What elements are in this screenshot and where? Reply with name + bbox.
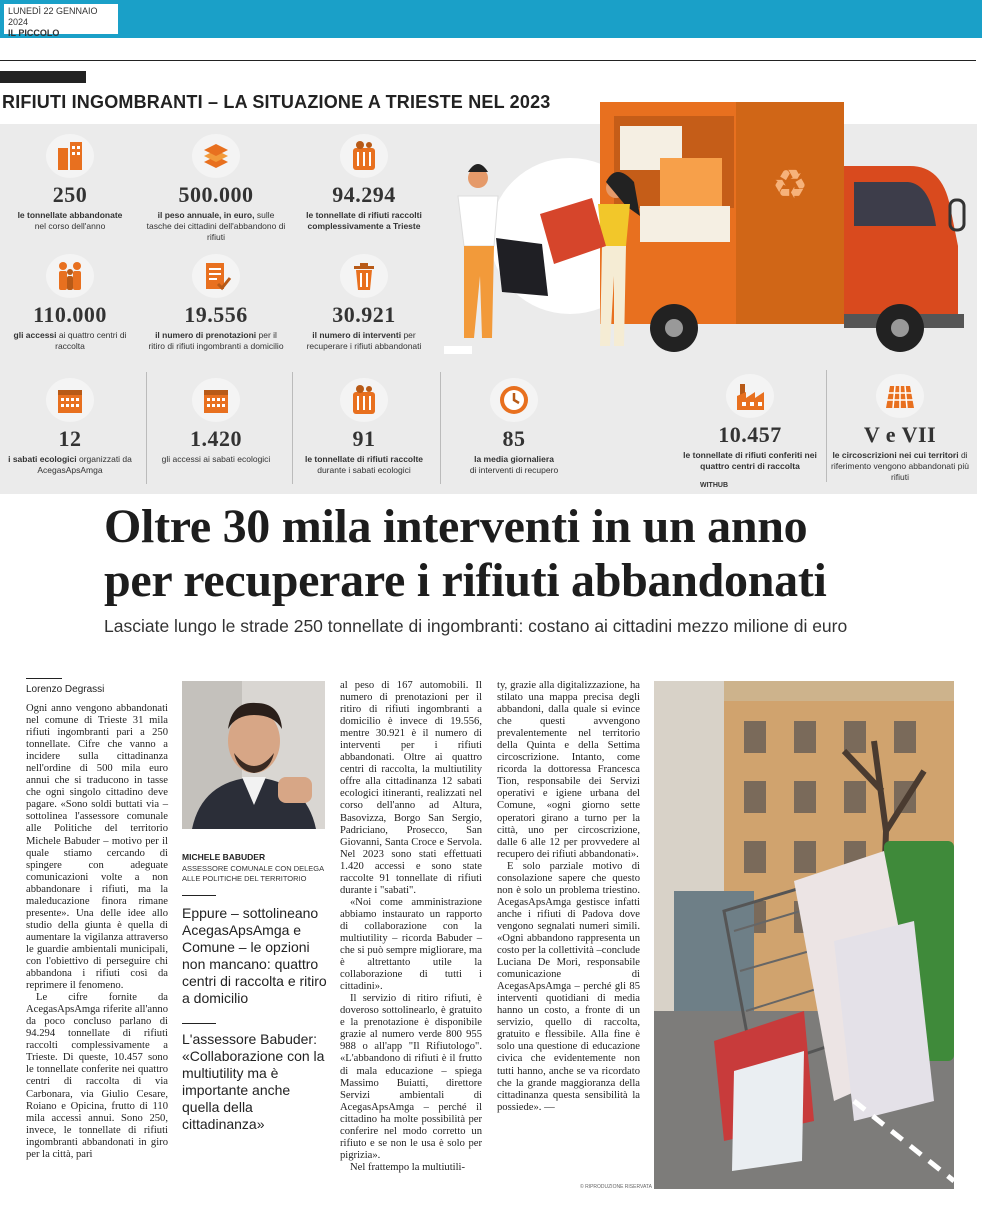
headline-line-2: per recuperare i rifiuti abbandonati: [104, 554, 827, 607]
caption-name: MICHELE BABUDER: [182, 852, 266, 862]
stat-label-bold: le tonnellate di rifiuti raccolte: [304, 454, 424, 464]
waste-bin-icon: [340, 378, 388, 422]
stat-annual-cost: [146, 134, 286, 243]
stat-districts: [830, 374, 970, 483]
pull-quote-1: Eppure – sottolineano AcegasApsAmga e Comune – le opzioni non mancano: quattro centri di raccolta e ritiro a domicilio: [182, 905, 327, 1006]
people-icon: [46, 254, 94, 298]
paragraph: E solo parziale motivo di consolazione sapere che questo non è solo un problema triestino. AcegasApsAmga gestisce infatti anche i rifiuti di Padova dove vengono segnalati numeri simili. «Ogni abbandono rappresenta un costo per la collettività –conclude Luciana De Mori, responsabile comunicazione di AcegasApsAmga – perché gli 85 interventi quotidiani di media hanno un costo, a fronte di un servizio, quello di raccolta, gratuito e flessibile. Alla fine è solo una questione di educazione civica che evidentemente non tutti hanno, anche se va ricordato che la grande maggioranza della cittadinanza questa sensibilità la possiede». —: [497, 860, 640, 1113]
paragraph: Le cifre fornite da AcegasApsAmga riferite all'anno da poco concluso parlano di 94.294 tonnellate di rifiuti raccolti complessivamente a Trieste. Di queste, 10.457 sono le tonnellate conferite nei quattro centri di raccolta di via Carbonara, via Giulio Cesare, Roiano e Opicina, frutto di 110 mila accessi annui. Sono 250, invece, le tonnellate di rifiuti ingombranti abbandonati in giro per la città, pari: [26, 992, 168, 1160]
stat-label: per recuperare i rifiuti abbandonati: [306, 330, 422, 351]
stat-value: V e VII: [863, 422, 937, 447]
money-stack-icon: [192, 134, 240, 178]
caption-description: ASSESSORE COMUNALE CON DELEGA ALLE POLITICHE DEL TERRITORIO: [182, 864, 324, 883]
portrait-photo: [182, 681, 325, 829]
stat-label: ai quattro centri di raccolta: [55, 330, 127, 351]
truck-illustration: [430, 96, 977, 366]
stat-abandoned-tonnes: [0, 134, 140, 232]
top-rule: [0, 60, 976, 61]
headline: [104, 500, 964, 608]
stat-label-bold: le tonnellate di rifiuti raccolti complessivamente a Trieste: [306, 210, 422, 231]
subheadline: Lasciate lungo le strade 250 tonnellate di ingombranti: costano ai cittadini mezzo milione di euro: [104, 616, 848, 636]
stat-value: 500.000: [178, 182, 254, 207]
paper-name: IL PICCOLO: [8, 28, 60, 38]
calendar-icon: [192, 378, 240, 422]
paragraph: «Noi come amministrazione abbiamo instaurato un rapporto di collaborazione con la multiutility – ricorda Babuder – che si può sempre migliorare, ma è altrettanto utile la collaborazione di tutti i cittadini».: [340, 896, 482, 993]
stat-label: per il ritiro di rifiuti ingombranti a domicilio: [148, 330, 284, 351]
article-column-3: [340, 680, 482, 1174]
stat-collection-access: [0, 254, 140, 352]
quote-rule: [182, 1023, 216, 1024]
form-icon: [192, 254, 240, 298]
stat-centers-tonnes: [680, 374, 820, 472]
divider: [826, 370, 827, 482]
photo-credit: © RIPRODUZIONE RISERVATA: [580, 1184, 652, 1190]
waste-bin-icon: [340, 134, 388, 178]
pull-quote-2: L'assessore Babuder: «Collaborazione con la multiutility ma è importante anche quella della cittadinanza»: [182, 1031, 325, 1132]
stat-label-bold: gli accessi: [13, 330, 57, 340]
stat-label: organizzati da AcegasApsAmga: [37, 454, 132, 475]
factory-icon: [726, 374, 774, 418]
stat-label: sulle tasche dei cittadini dell'abbandono di rifiuti: [146, 210, 286, 242]
top-bar: [0, 0, 982, 38]
stat-label-bold: le tonnellate abbandonate: [17, 210, 123, 220]
stat-daily-average: [444, 378, 584, 476]
stat-label-bold: il peso annuale, in euro,: [157, 210, 255, 220]
stat-value: 110.000: [33, 302, 107, 327]
stat-label-bold: la media giornaliera: [474, 454, 554, 464]
author-byline: Lorenzo Degrassi: [26, 684, 105, 695]
stat-label-bold: le tonnellate di rifiuti conferiti nei quattro centri di raccolta: [683, 450, 817, 471]
stat-label: nel corso dell'anno: [34, 221, 106, 231]
stat-value: 85: [502, 426, 526, 451]
stat-label-bold: le circoscrizioni nei cui territori: [832, 450, 959, 460]
stat-value: 19.556: [184, 302, 248, 327]
paragraph: ty, grazie alla digitalizzazione, ha stilato una mappa precisa degli abbandoni, dalla quale si evince che questi avvengono prevalentemente nel territorio della Quinta e della Settima circoscrizione. Intanto, come ricorda la dottoressa Francesca Tion, responsabile dei Servizi operativi e igiene urbana del Comune, «ogni giorno sette operatori girano a turno per la città, uno per circoscrizione, dalle 6 alle 12 per provvedere al recupero dei rifiuti abbandonati».: [497, 680, 640, 860]
map-grid-icon: [876, 374, 924, 418]
trash-can-icon: [340, 254, 388, 298]
calendar-icon: [46, 378, 94, 422]
stat-eco-saturday-access: [146, 378, 286, 465]
byline-rule: [26, 678, 62, 679]
paragraph: Nel frattempo la multiutili-: [350, 1161, 466, 1173]
infographic-title: RIFIUTI INGOMBRANTI – LA SITUAZIONE A TRIESTE NEL 2023: [2, 92, 551, 112]
stat-bookings: [146, 254, 286, 352]
divider: [440, 372, 441, 484]
stat-label: gli accessi ai sabati ecologici: [161, 454, 271, 464]
section-bar: [0, 71, 86, 83]
divider: [292, 372, 293, 484]
stat-interventions: [294, 254, 434, 352]
article-column-1: [26, 703, 168, 1161]
stat-label: durante i sabati ecologici: [317, 465, 411, 475]
buildings-icon: [46, 134, 94, 178]
paragraph: al peso di 167 automobili. Il numero di prenotazioni per il ritiro di rifiuti ingombranti a domicilio è invece di 19.556, mentre 30.921 è il numero di interventi per i rifiuti abbandonati. Oltre ai quattro centri di raccolta, la multiutility offre alla cittadinanza 12 sabati ecologici itineranti, realizzati nel corso dell'anno ad Altura, Basovizza, Borgo San Sergio, Padriciano, Prosecco, San Giovanni, Santa Croce e Servola. Nel 2023 sono stati effettuati 1.420 accessi e sono state raccolte 91 tonnellate di rifiuti durante i "sabati".: [340, 680, 482, 896]
stat-value: 250: [52, 182, 88, 207]
infographic-credit: WITHUB: [700, 482, 728, 489]
paragraph: Ogni anno vengono abbandonati nel comune di Trieste 31 mila rifiuti ingombranti pari a 250 tonnellate. Cifre che vanno a incidere sulla cittadinanza nell'ordine di 500 mila euro annui che si traducono in tasse che ogni singolo cittadino deve pagare. «Sono soldi buttati via – sottolinea l'assessore comunale alle Politiche del territorio Michele Babuder – motivo per il quale stiamo cercando di spingere con adeguate comunicazioni volte a non abbandonare i rifiuti, ma la maleducazione finora rimane presente». Una delle idee allo studio della giunta è quella di aumentare la vigilanza attraverso le guardie ambientali municipali, con l'obiettivo di perseguire chi abbandona i rifiuti così da reprimere il fenomeno.: [26, 703, 168, 992]
stat-label: di riferimento vengono abbandonati più rifiuti: [831, 450, 969, 482]
stat-total-collected: [294, 134, 434, 232]
issue-date: LUNEDÌ 22 GENNAIO 2024: [8, 6, 98, 27]
paragraph: Il servizio di ritiro rifiuti, è doveroso sottolinearlo, è gratuito e la prenotazione è disponibile grazie al numero verde 800 955 988 o all'app "Il Rifiutologo". «L'abbandono di rifiuti è il frutto di mala educazione – spiega Massimo Buiatti, direttore Servizi ambientali di AcegasApsAmga – perché il cittadino ha molte possibilità per conferire nel modo corretto un rifiuto e se non le usa è solo per pigrizia».: [340, 993, 482, 1161]
clock-icon: [490, 378, 538, 422]
headline-line-1: Oltre 30 mila interventi in un anno: [104, 500, 808, 553]
stat-label-bold: i sabati ecologici: [8, 454, 77, 464]
article-column-4: [497, 680, 640, 1114]
stat-label-bold: il numero di prenotazioni: [155, 330, 257, 340]
date-box: [4, 4, 118, 38]
truck-icon: [430, 96, 977, 366]
stat-eco-saturday-tonnes: [294, 378, 434, 476]
stat-value: 94.294: [332, 182, 396, 207]
stat-label: di interventi di recupero: [469, 465, 559, 475]
stat-value: 30.921: [332, 302, 396, 327]
stat-value: 10.457: [718, 422, 782, 447]
stat-value: 91: [352, 426, 376, 451]
svg-text:♻: ♻: [772, 162, 808, 208]
stat-label-bold: il numero di interventi: [312, 330, 402, 340]
stat-eco-saturdays: [0, 378, 140, 476]
street-photo: [654, 681, 954, 1189]
stat-value: 12: [58, 426, 82, 451]
stat-value: 1.420: [190, 426, 242, 451]
quote-rule: [182, 895, 216, 896]
